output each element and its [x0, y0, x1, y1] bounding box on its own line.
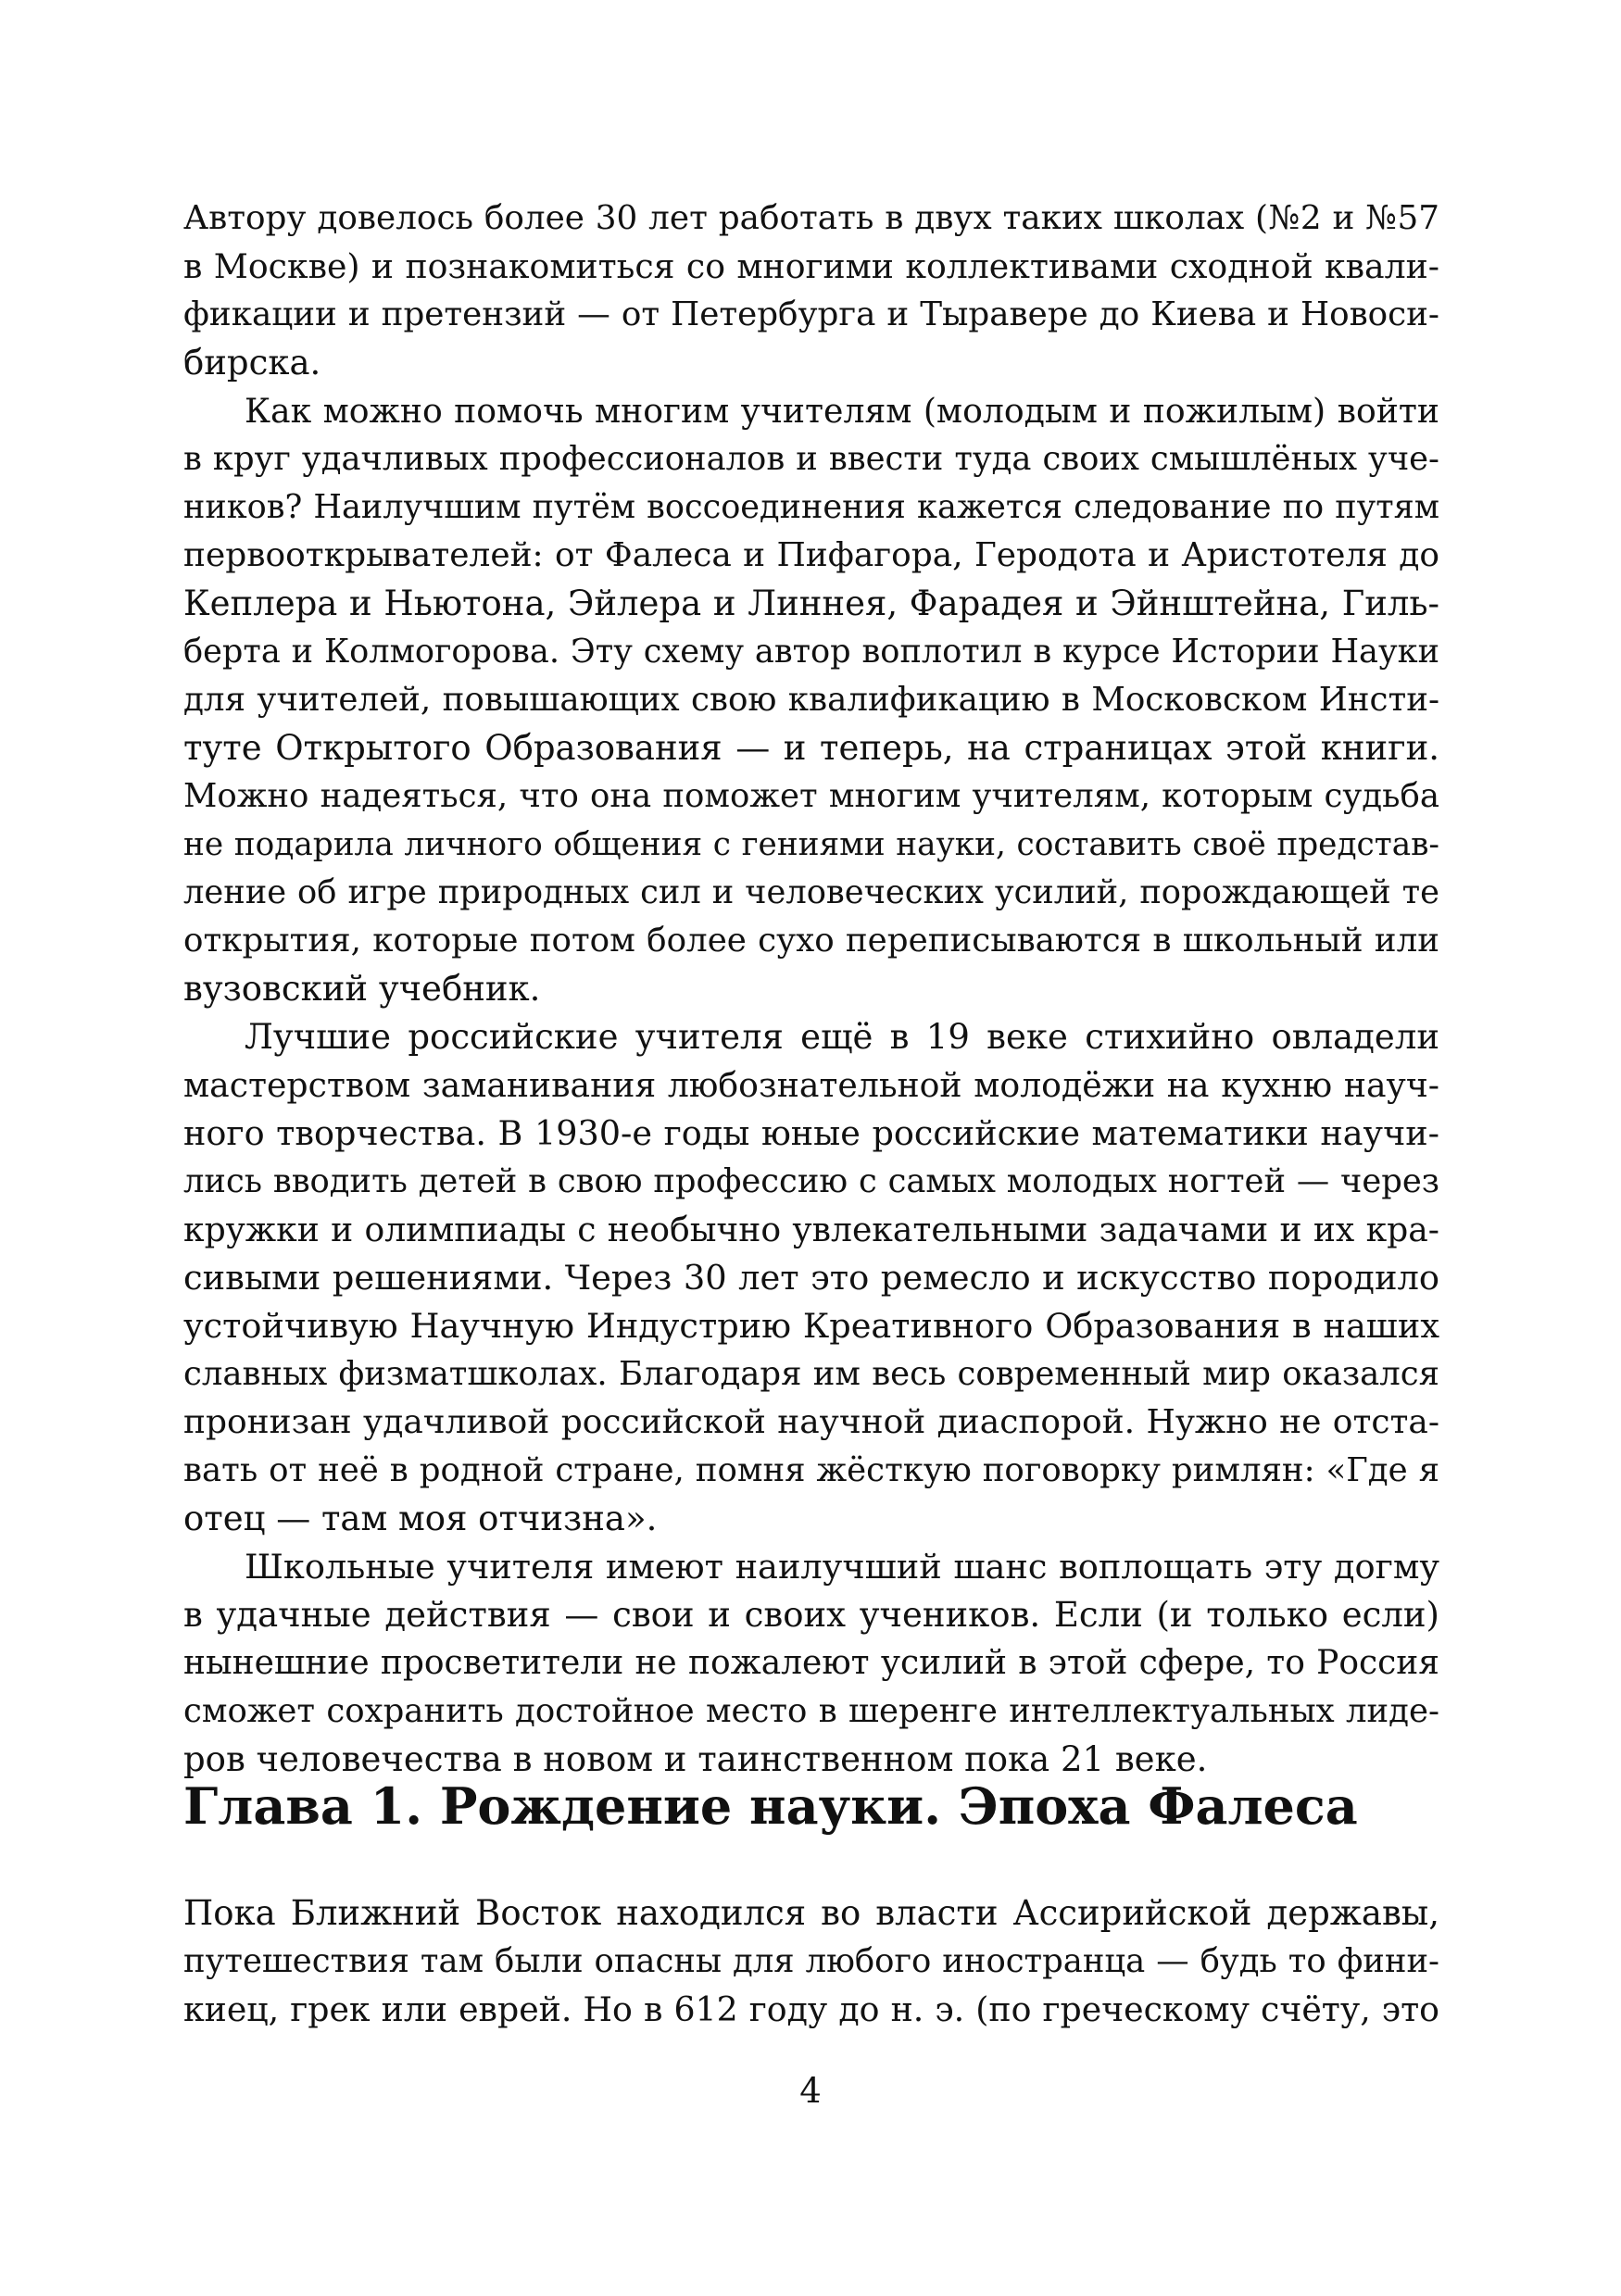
text-line: Можно надеяться, что она поможет многим учителям, которым судьба [183, 777, 1439, 815]
text-line: пронизан удачливой российской научной диаспорой. Нужно не отста- [183, 1403, 1439, 1441]
text-line: бирска. [183, 343, 321, 383]
text-line: Как можно помочь многим учителям (молодым и пожилым) войти [245, 391, 1439, 431]
text-line: сможет сохранить достойное место в шеренге интеллектуальных лиде- [183, 1692, 1439, 1730]
text-line: вузовский учебник. [183, 969, 541, 1009]
text-line: ление об игре природных сил и человеческих усилий, порождающей те [183, 873, 1439, 911]
text-line: первооткрывателей: от Фалеса и Пифагора, Геродота и Аристотеля до [183, 536, 1439, 574]
chapter-title: Глава 1. Рождение науки. Эпоха Фалеса [183, 1776, 1358, 1836]
text-line: вать от неё в родной стране, помня жёсткую поговорку римлян: «Где я [183, 1451, 1439, 1489]
text-line: не подарила личного общения с гениями науки, составить своё представ- [183, 826, 1439, 863]
text-line: в Москве) и познакомиться со многими коллективами сходной квали- [183, 246, 1439, 286]
text-line: фикации и претензий — от Петербурга и Тыравере до Киева и Новоси- [183, 295, 1439, 333]
text-line: нынешние просветители не пожалеют усилий в этой сфере, то Россия [183, 1644, 1439, 1682]
text-line: Школьные учителя имеют наилучший шанс воплощать эту догму [245, 1547, 1439, 1587]
text-line: в круг удачливых профессионалов и ввести туда своих смышлёных уче- [183, 440, 1439, 478]
text-line: ного творчества. В 1930-е годы юные российские математики научи- [183, 1113, 1439, 1153]
text-line: лись вводить детей в свою профессию с самых молодых ногтей — через [183, 1162, 1439, 1200]
body-text [183, 194, 1439, 1784]
text-line: Автору довелось более 30 лет работать в двух таких школах (№2 и №57 [183, 199, 1439, 237]
text-line: Лучшие российские учителя ещё в 19 веке стихийно овладели [245, 1017, 1439, 1057]
text-line: открытия, которые потом более сухо переписываются в школьный или [183, 922, 1439, 960]
text-line: кружки и олимпиады с необычно увлекательными задачами и их кра- [183, 1210, 1439, 1249]
text-line: Кеплера и Ньютона, Эйлера и Линнея, Фарадея и Эйнштейна, Гиль- [183, 583, 1439, 623]
text-line: славных физматшколах. Благодаря им весь современный мир оказался [183, 1355, 1439, 1393]
text-line: сивыми решениями. Через 30 лет это ремесло и искусство породило [183, 1258, 1439, 1298]
text-line: Пока Ближний Восток находился во власти Ассирийской державы, [183, 1893, 1439, 1933]
text-line: для учителей, повышающих свою квалификацию в Московском Инсти- [183, 681, 1439, 719]
text-line: киец, грек или еврей. Но в 612 году до н. э. (по греческому счёту, это [183, 1989, 1439, 2029]
text-line: путешествия там были опасны для любого иностранца — будь то фини- [183, 1942, 1439, 1980]
text-line: ников? Наилучшим путём воссоединения кажется следование по путям [183, 488, 1439, 526]
text-line: устойчивую Научную Индустрию Креативного Образования в наших [183, 1306, 1439, 1346]
chapter-body-text [183, 1889, 1439, 2034]
text-line: в удачные действия — свои и своих учеников. Если (и только если) [183, 1595, 1439, 1635]
text-line: ров человечества в новом и таинственном пока 21 веке. [183, 1739, 1208, 1779]
page-number: 4 [799, 2071, 822, 2111]
text-line: отец — там моя отчизна». [183, 1499, 658, 1538]
text-line: туте Открытого Образования — и теперь, на страницах этой книги. [183, 728, 1439, 768]
text-line: берта и Колмогорова. Эту схему автор воплотил в курсе Истории Науки [183, 633, 1439, 671]
text-line: мастерством заманивания любознательной молодёжи на кухню науч- [183, 1065, 1439, 1105]
